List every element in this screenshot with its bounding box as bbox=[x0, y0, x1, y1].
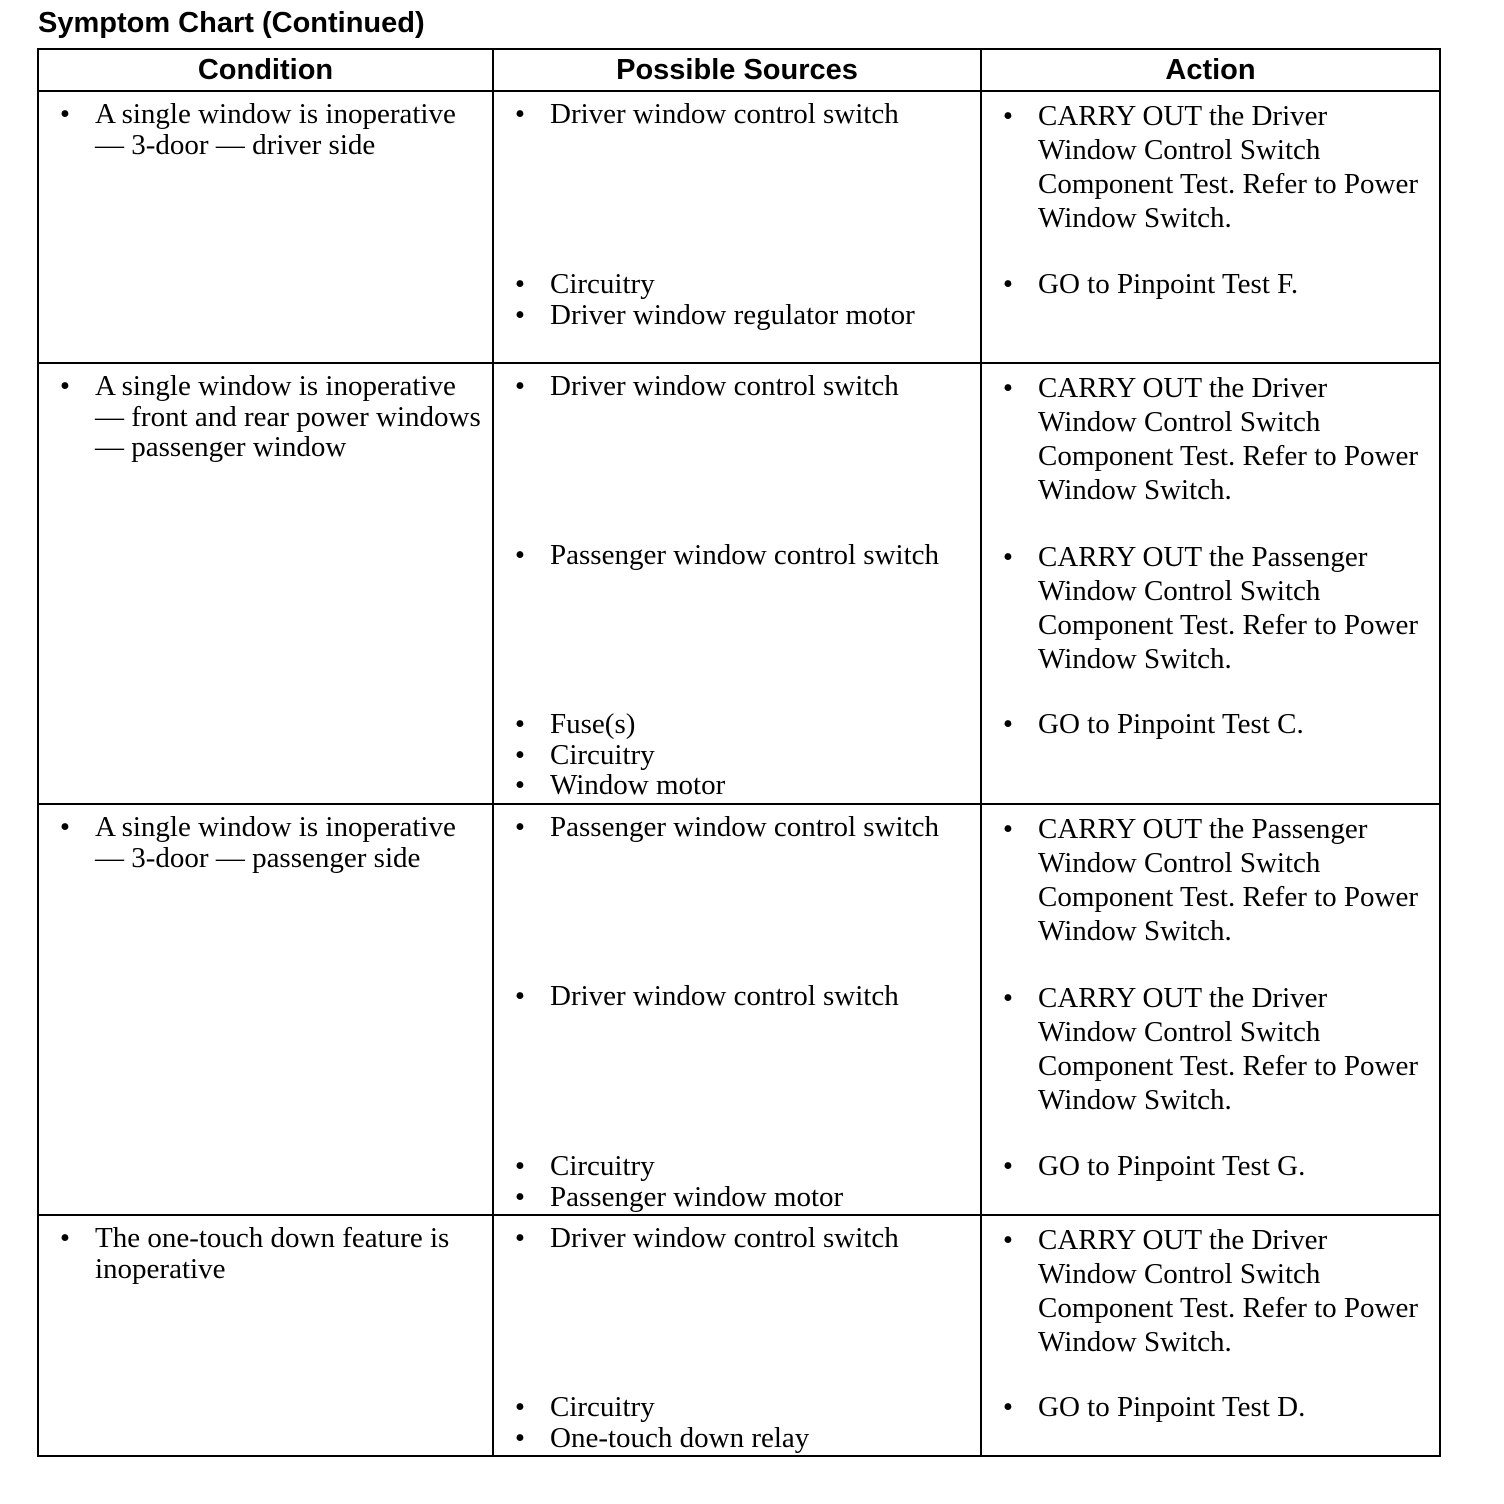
condition-cell bbox=[38, 804, 493, 1215]
sources-cell bbox=[493, 363, 981, 804]
header-possible-sources: Possible Sources bbox=[493, 49, 981, 91]
bullet: • bbox=[1002, 372, 1014, 404]
bullet: • bbox=[514, 1391, 526, 1423]
bullet: • bbox=[59, 811, 71, 843]
bullet: • bbox=[514, 370, 526, 402]
bullet: • bbox=[1002, 1391, 1014, 1423]
condition-cell bbox=[38, 91, 493, 363]
bullet: • bbox=[1002, 708, 1014, 740]
source-text: Window motor bbox=[550, 769, 726, 801]
header-row bbox=[38, 49, 1440, 91]
sources-cell bbox=[493, 91, 981, 363]
source-text: Driver window control switch bbox=[550, 370, 899, 402]
bullet: • bbox=[1002, 813, 1014, 845]
sources-cell bbox=[493, 1215, 981, 1456]
action-cell bbox=[981, 1215, 1440, 1456]
bullet: • bbox=[514, 980, 526, 1012]
bullet: • bbox=[1002, 541, 1014, 573]
condition-text: A single window is inoperative — 3-door — passenger side bbox=[95, 811, 456, 874]
source-text: Driver window control switch bbox=[550, 98, 899, 130]
bullet: • bbox=[514, 268, 526, 300]
condition-text: A single window is inoperative — 3-door — driver side bbox=[95, 98, 456, 161]
bullet: • bbox=[1002, 268, 1014, 300]
symptom-table bbox=[37, 48, 1441, 1457]
action-cell bbox=[981, 804, 1440, 1215]
source-text: Driver window control switch bbox=[550, 1222, 899, 1254]
source-text: Circuitry bbox=[550, 738, 655, 771]
table-row bbox=[38, 91, 1440, 363]
condition-cell bbox=[38, 363, 493, 804]
bullet: • bbox=[1002, 1150, 1014, 1182]
condition-text: The one-touch down feature is inoperative bbox=[95, 1222, 450, 1285]
action-text: GO to Pinpoint Test G. bbox=[1038, 1150, 1306, 1182]
source-text: Driver window regulator motor bbox=[550, 298, 915, 331]
action-text: GO to Pinpoint Test F. bbox=[1038, 268, 1299, 300]
bullet: • bbox=[514, 98, 526, 130]
bullet: • bbox=[514, 1150, 526, 1182]
bullet: • bbox=[1002, 982, 1014, 1014]
chart-title: Symptom Chart (Continued) bbox=[38, 7, 425, 39]
header-action: Action bbox=[981, 49, 1440, 91]
bullet: • bbox=[1002, 1224, 1014, 1256]
bullet: • bbox=[514, 539, 526, 571]
source-text: Driver window control switch bbox=[550, 980, 899, 1012]
sources-cell bbox=[493, 804, 981, 1215]
source-text: Passenger window control switch bbox=[550, 811, 940, 843]
table-row bbox=[38, 363, 1440, 804]
source-text: Passenger window control switch bbox=[550, 539, 940, 571]
action-text: GO to Pinpoint Test D. bbox=[1038, 1391, 1306, 1423]
action-text: CARRY OUT the Driver Window Control Switch Component Test. Refer to Power Window Switch. bbox=[1038, 372, 1419, 506]
action-cell bbox=[981, 363, 1440, 804]
condition-cell bbox=[38, 1215, 493, 1456]
bullet: • bbox=[1002, 100, 1014, 132]
bullet: • bbox=[514, 1222, 526, 1254]
source-text: Fuse(s) bbox=[550, 708, 636, 740]
source-text: One-touch down relay bbox=[550, 1421, 810, 1454]
action-text: CARRY OUT the Driver Window Control Switch Component Test. Refer to Power Window Switch. bbox=[1038, 982, 1419, 1116]
source-text: Passenger window motor bbox=[550, 1180, 844, 1213]
bullet: • bbox=[59, 370, 71, 402]
header-condition: Condition bbox=[38, 49, 493, 91]
source-text: Circuitry bbox=[550, 1150, 655, 1182]
action-cell bbox=[981, 91, 1440, 363]
table-row bbox=[38, 804, 1440, 1215]
table-row bbox=[38, 1215, 1440, 1456]
source-text: Circuitry bbox=[550, 1391, 655, 1423]
bullet: • bbox=[514, 1180, 526, 1213]
action-text: CARRY OUT the Passenger Window Control Switch Component Test. Refer to Power Window Switch. bbox=[1038, 541, 1419, 675]
action-text: CARRY OUT the Driver Window Control Switch Component Test. Refer to Power Window Switch. bbox=[1038, 1224, 1419, 1358]
bullet: • bbox=[514, 811, 526, 843]
action-text: GO to Pinpoint Test C. bbox=[1038, 708, 1304, 740]
bullet: • bbox=[59, 1222, 71, 1254]
bullet: • bbox=[514, 298, 526, 331]
bullet: • bbox=[59, 98, 71, 130]
condition-text: A single window is inoperative — front and rear power windows — passenger window bbox=[95, 370, 481, 463]
bullet: • bbox=[514, 708, 526, 740]
source-text: Circuitry bbox=[550, 268, 655, 300]
bullet: • bbox=[514, 769, 526, 801]
action-text: CARRY OUT the Passenger Window Control Switch Component Test. Refer to Power Window Switch. bbox=[1038, 813, 1419, 947]
bullet: • bbox=[514, 738, 526, 771]
bullet: • bbox=[514, 1421, 526, 1454]
action-text: CARRY OUT the Driver Window Control Switch Component Test. Refer to Power Window Switch. bbox=[1038, 100, 1419, 234]
